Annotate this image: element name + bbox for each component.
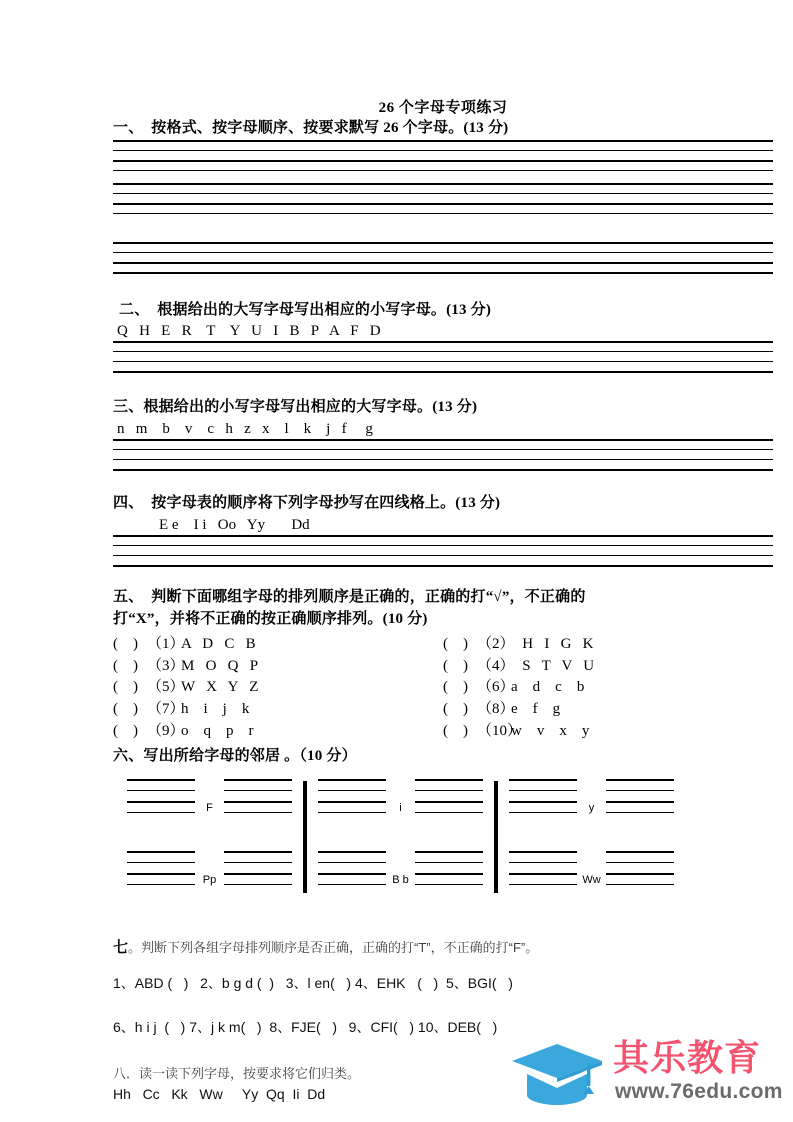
option-item[interactable] [113, 677, 443, 699]
section-six-heading: 六、写出所给字母的邻居 。（10 分） [113, 747, 357, 764]
stave-rule [606, 790, 674, 791]
neighbor-letter-label: Ww [582, 874, 601, 886]
stave-rule [113, 351, 773, 352]
stave-rule [224, 851, 292, 853]
option-letters: S T V U [511, 657, 595, 674]
stave-rule [224, 790, 292, 791]
answer-blank[interactable]: ( ) [443, 635, 468, 652]
group-divider [303, 781, 307, 893]
stave-rule [113, 555, 773, 556]
answer-blank[interactable]: ( ) [113, 679, 138, 696]
logo-url-text: www.76edu.com [615, 1080, 783, 1103]
stave-line [113, 439, 773, 472]
section-two-letters: Q H E R T Y U I B P A F D [117, 323, 381, 339]
option-number: （8） [477, 701, 515, 717]
neighbor-group [127, 779, 292, 897]
section-seven-heading-text: 。判断下列各组字母排列顺序是否正确，正确的打“T”，不正确的打“F”。 [128, 940, 539, 955]
section-three-heading: 三、根据给出的小写字母写出相应的大写字母。(13 分) [113, 399, 478, 416]
stave-line [113, 341, 773, 374]
stave-rule [415, 873, 483, 875]
option-letters: a d c b [511, 679, 585, 696]
site-logo [509, 1036, 783, 1112]
stave-rule [318, 862, 386, 863]
stave-rule [127, 790, 195, 791]
option-item[interactable] [443, 677, 773, 699]
stave-rule [127, 862, 195, 863]
section-seven-row-1[interactable]: 1、ABD ( ) 2、b g d ( ) 3、l en( ) 4、EHK ( ) 5、BGI( ) [113, 974, 513, 991]
stave-rule [318, 790, 386, 791]
stave-box-right[interactable] [606, 851, 674, 891]
neighbor-letter-label: Pp [202, 874, 217, 886]
stave-rule [415, 801, 483, 803]
option-letters: o q p r [181, 722, 254, 739]
option-item[interactable] [443, 656, 773, 678]
stave-rule [318, 851, 386, 853]
answer-blank[interactable]: ( ) [113, 657, 138, 674]
stave-rule [113, 213, 773, 214]
neighbor-row [318, 851, 483, 893]
option-row [113, 699, 773, 721]
stave-rule [113, 535, 773, 537]
stave-rule [113, 371, 773, 373]
stave-rule [606, 873, 674, 875]
stave-rule [113, 262, 773, 264]
stave-box-right[interactable] [224, 851, 292, 891]
section-five-heading-line2: 打“X”，并将不正确的按正确顺序排列。(10 分) [113, 611, 428, 628]
spacer [113, 275, 773, 299]
stave-rule [606, 779, 674, 781]
option-item[interactable] [443, 721, 773, 743]
stave-rule [113, 449, 773, 450]
stave-box-right[interactable] [606, 779, 674, 819]
stave-rule [606, 851, 674, 853]
option-number: （1） [147, 635, 185, 652]
stave-rule [606, 862, 674, 863]
stave-rule [509, 779, 577, 781]
option-letters: h i j k [181, 701, 250, 717]
section-four-heading: 四、 按字母表的顺序将下列字母抄写在四线格上。(13 分) [113, 495, 501, 511]
neighbor-letter-label: B b [392, 874, 409, 886]
stave-rule [415, 790, 483, 791]
section-five-heading-line1: 五、 判断下面哪组字母的排列顺序是正确的，正确的打“√”，不正确的 [113, 588, 586, 605]
neighbor-row [318, 779, 483, 821]
stave-rule [224, 812, 292, 813]
option-row [113, 656, 773, 678]
spacer [113, 216, 773, 242]
stave-rule [127, 851, 195, 853]
answer-blank[interactable]: ( ) [113, 722, 138, 739]
section-seven-row-2[interactable]: 6、h i j ( ) 7、j k m( ) 8、FJE( ) 9、CFI( ) 10、DEB( ) [113, 1018, 498, 1035]
neighbor-row [127, 779, 292, 821]
option-letters: e f g [511, 701, 561, 717]
option-item[interactable] [443, 699, 773, 721]
stave-rule [318, 779, 386, 781]
stave-box-right[interactable] [415, 851, 483, 891]
option-number: （5） [147, 679, 185, 696]
option-row [113, 634, 773, 656]
answer-blank[interactable]: ( ) [443, 722, 468, 739]
section-six-neighbor-grid [113, 779, 773, 897]
spacer [113, 897, 773, 937]
spacer [113, 568, 773, 586]
neighbor-letter-label: y [588, 802, 595, 814]
stave-rule [224, 884, 292, 885]
stave-rule [113, 170, 773, 171]
stave-rule [113, 545, 773, 546]
stave-rule [509, 862, 577, 863]
group-divider [494, 781, 498, 893]
option-row [113, 721, 773, 743]
stave-rule [113, 160, 773, 162]
option-letters: W X Y Z [181, 679, 259, 696]
neighbor-group [509, 779, 674, 897]
option-number: （9） [147, 722, 185, 739]
stave-rule [113, 469, 773, 471]
stave-rule [113, 183, 773, 185]
stave-rule [113, 140, 773, 142]
logo-brand-text: 其乐教育 [613, 1037, 762, 1078]
section-four-letters: E e I i Oo Yy Dd [159, 516, 310, 533]
stave-rule [224, 862, 292, 863]
spacer [113, 374, 773, 396]
stave-rule [224, 779, 292, 781]
answer-blank[interactable]: ( ) [113, 635, 138, 652]
stave-rule [606, 812, 674, 813]
section-eight-heading: 八．读一读下列字母，按要求将它们归类。 [113, 1066, 361, 1082]
stave-rule [415, 851, 483, 853]
answer-blank[interactable]: ( ) [113, 701, 138, 717]
neighbor-letter-label: i [399, 802, 402, 814]
stave-rule [113, 242, 773, 244]
option-number: （4） [477, 657, 515, 674]
option-number: （6） [477, 679, 515, 696]
stave-rule [113, 203, 773, 205]
stave-line [113, 140, 773, 173]
option-letters: A D C B [181, 635, 256, 652]
stave-rule [113, 565, 773, 567]
worksheet-content [113, 0, 773, 1105]
neighbor-group [318, 779, 483, 897]
option-number: （2） [477, 635, 515, 652]
stave-rule [113, 252, 773, 253]
stave-rule [415, 862, 483, 863]
stave-rule [113, 439, 773, 441]
answer-blank[interactable]: ( ) [443, 701, 468, 717]
neighbor-row [509, 779, 674, 821]
stave-rule [224, 801, 292, 803]
stave-rule [113, 150, 773, 151]
stave-line [113, 242, 773, 275]
answer-blank[interactable]: ( ) [443, 657, 468, 674]
option-row [113, 677, 773, 699]
answer-blank[interactable]: ( ) [443, 679, 468, 696]
stave-rule [113, 272, 773, 274]
neighbor-row [509, 851, 674, 893]
stave-line [113, 535, 773, 568]
graduation-cap-icon [509, 1040, 605, 1106]
stave-rule [415, 884, 483, 885]
stave-rule [606, 884, 674, 885]
section-three-letters: n m b v c h z x l k j f g [117, 420, 373, 437]
stave-rule [606, 801, 674, 803]
option-item[interactable] [113, 721, 443, 743]
section-five-options [113, 634, 773, 743]
stave-rule [509, 790, 577, 791]
option-number: （3） [147, 657, 185, 674]
option-item[interactable] [443, 634, 773, 656]
option-number: （7） [147, 701, 185, 717]
stave-box-right[interactable] [224, 779, 292, 819]
section-one-heading: 一、 按格式、按字母顺序、按要求默写 26 个字母。(13 分) [113, 120, 509, 136]
option-letters: H I G K [511, 635, 594, 652]
section-two-heading: 二、 根据给出的大写字母写出相应的小写字母。(13 分) [119, 301, 492, 318]
option-item[interactable] [113, 699, 443, 721]
neighbor-letter-label: F [206, 802, 213, 814]
option-item[interactable] [113, 634, 443, 656]
stave-rule [415, 779, 483, 781]
stave-rule [113, 361, 773, 362]
option-item[interactable] [113, 656, 443, 678]
option-letters: M O Q P [181, 657, 259, 674]
section-seven-number: 七 [113, 939, 129, 956]
stave-rule [113, 459, 773, 460]
stave-rule [224, 873, 292, 875]
stave-rule [113, 193, 773, 194]
page-title: 26 个字母专项练习 [378, 100, 508, 116]
option-letters: w v x y [511, 722, 590, 739]
neighbor-row [127, 851, 292, 893]
stave-rule [509, 851, 577, 853]
stave-line [113, 183, 773, 216]
option-number: （10） [477, 722, 523, 739]
stave-rule [415, 812, 483, 813]
stave-rule [113, 341, 773, 343]
stave-box-right[interactable] [415, 779, 483, 819]
stave-rule [127, 779, 195, 781]
section-seven-heading [113, 937, 773, 960]
section-eight-letters: Hh Cc Kk Ww Yy Qq Ii Dd [113, 1085, 326, 1102]
spacer [113, 173, 773, 183]
spacer [113, 472, 773, 492]
